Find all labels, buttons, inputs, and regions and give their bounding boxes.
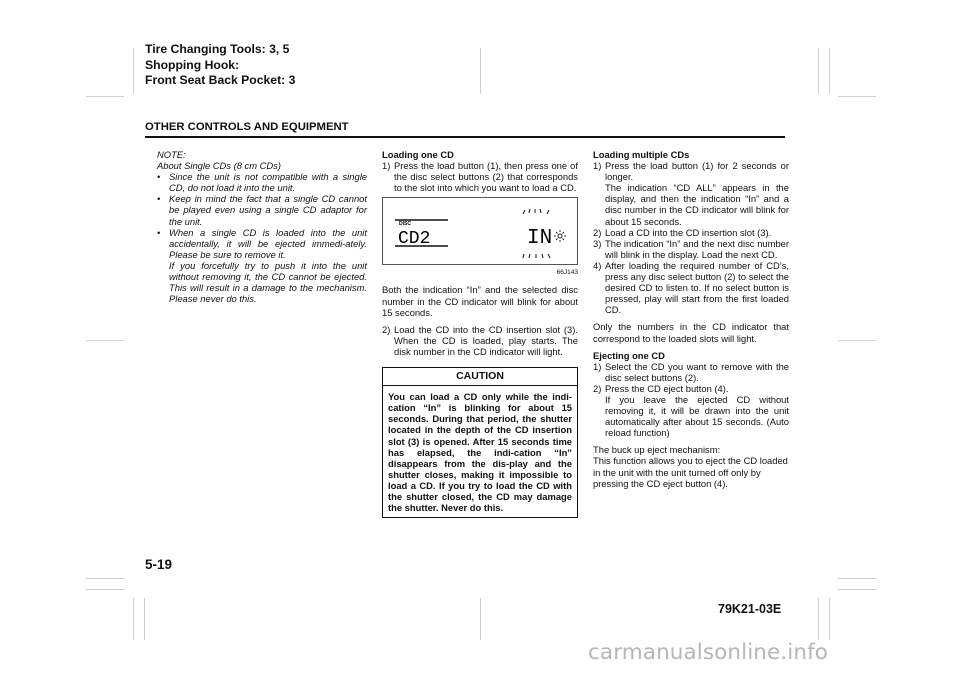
- step-item: [593, 227, 789, 238]
- note-bullet: [157, 193, 367, 226]
- step-number: 1): [593, 360, 602, 372]
- sun-icon: [554, 230, 566, 242]
- bullet-mark: •: [157, 193, 161, 205]
- step-item: [593, 383, 789, 438]
- note-bullet-text: Since the unit is not compatible with a single CD, do not load it into the unit.: [169, 171, 367, 194]
- step-number: 2): [593, 382, 602, 394]
- note-title: About Single CDs (8 cm CDs): [157, 160, 281, 172]
- cd-display-illustration: [383, 198, 579, 264]
- crop-mark: [838, 578, 876, 579]
- bullet-mark: •: [157, 226, 161, 238]
- header-tab-text: Tire Changing Tools: 3, 5 Shopping Hook: Front Seat Back Pocket: 3: [145, 42, 296, 87]
- step-number: 2): [382, 323, 391, 335]
- step-item: [593, 160, 789, 227]
- section-title: OTHER CONTROLS AND EQUIPMENT: [145, 121, 349, 133]
- step-text: Press the load button (1) for 2 seconds or longer. The indication “CD ALL” appears in the display, and then the indication “In” and a disc number in the CD indicator will blink for about 15 seconds.: [605, 160, 789, 227]
- step-text: The indication “In” and the next disc number will blink in the display. Load the next CD.: [605, 237, 789, 260]
- multiple-cds-column: [593, 149, 789, 489]
- bullet-mark: •: [157, 171, 161, 183]
- step-item: [382, 160, 578, 193]
- body-paragraph: Both the indication “In” and the selected disc number in the CD indicator will blink for about 15 seconds.: [382, 284, 578, 318]
- caution-box: [382, 367, 578, 518]
- crop-mark: [133, 598, 134, 640]
- crop-mark: [838, 96, 876, 97]
- document-code: 79K21-03E: [718, 602, 782, 616]
- cd-display-figure: [382, 197, 578, 265]
- crop-mark: [818, 48, 819, 94]
- body-paragraph: The buck up eject mechanism: This function allows you to eject the CD loaded in the unit with the unit turned off only by pressing the CD eject button (4).: [593, 444, 788, 489]
- caution-text: You can load a CD only while the indi-cation “In” is blinking for about 15 seconds. During that period, the shutter located in the depth of the CD insertion slot (3) is opened. After 15 seconds time has elapsed, the indi-cation “In” disappears from the dis-play and the shutter closes, making it impossible to load a CD. If you try to load the CD with the shutter closed, the CD may damage the shutter. Never do this.: [388, 391, 572, 514]
- step-item: [382, 324, 578, 357]
- step-number: 1): [593, 160, 602, 172]
- crop-mark: [838, 589, 876, 590]
- crop-mark: [838, 340, 876, 341]
- step-number: 4): [593, 259, 602, 271]
- note-bullet-text: Keep in mind the fact that a single CD cannot be played even using a single CD adaptor for the unit.: [169, 193, 367, 227]
- crop-mark: [480, 598, 481, 640]
- step-text: After loading the required number of CD’s, press any disc select button (2) to select the desired CD to listen to. If no select button is pressed, play will start from the first loaded CD.: [605, 259, 789, 316]
- crop-mark: [86, 589, 124, 590]
- cd-number-readout: CD2: [398, 229, 431, 250]
- ejecting-one-cd-heading: Ejecting one CD: [593, 349, 665, 361]
- crop-mark: [829, 48, 830, 94]
- body-paragraph: Only the numbers in the CD indicator that correspond to the loaded slots will light.: [593, 321, 789, 344]
- crop-mark: [133, 48, 134, 94]
- step-text: Load the CD into the CD insertion slot (3). When the CD is loaded, play starts. The disk number in the CD indicator will light.: [394, 323, 578, 357]
- header-rule: [145, 136, 785, 138]
- page-number: 5-19: [145, 557, 173, 572]
- step-text: Load a CD into the CD insertion slot (3).: [605, 226, 772, 238]
- step-item: [593, 361, 789, 383]
- in-indicator: IN: [527, 227, 553, 251]
- crop-mark: [818, 598, 819, 640]
- watermark: carmanualsonline.info: [588, 640, 829, 665]
- crop-mark: [144, 598, 145, 640]
- step-item: [593, 260, 789, 315]
- loading-one-cd-heading: Loading one CD: [382, 149, 454, 160]
- note-bullet: [157, 171, 367, 193]
- loading-one-cd-column: [382, 149, 578, 518]
- figure-id: 66J143: [556, 269, 578, 277]
- step-text: Press the CD eject button (4). If you leave the ejected CD without removing it, it will be drawn into the unit automatically after about 15 seconds. (Auto reload function): [605, 382, 789, 439]
- step-number: 1): [382, 160, 391, 172]
- crop-mark: [86, 96, 124, 97]
- disc-label: DISC: [399, 221, 411, 228]
- loading-multiple-cds-heading: Loading multiple CDs: [593, 149, 690, 160]
- crop-mark: [86, 578, 124, 579]
- note-bullet-text: When a single CD is loaded into the unit accidentally, it will be ejected immedi-ately. Please be sure to remove it. If you forcefully try to push it into the unit without removing it, the CD cannot be ejected. This will result in a damage to the mechanism. Please never do this.: [169, 226, 367, 305]
- crop-mark: [480, 48, 481, 94]
- note-column: [157, 149, 367, 304]
- step-text: Press the load button (1), then press one of the disc select buttons (2) that corresponds to the slot into which you want to load a CD.: [394, 160, 578, 194]
- step-number: 3): [593, 237, 602, 249]
- step-item: [593, 238, 789, 260]
- caution-title: CAUTION: [383, 368, 577, 386]
- step-text: Select the CD you want to remove with the disc select buttons (2).: [605, 360, 789, 383]
- crop-mark: [86, 340, 124, 341]
- step-number: 2): [593, 226, 602, 238]
- note-bullet: [157, 227, 367, 305]
- note-label: NOTE:: [157, 149, 186, 160]
- crop-mark: [829, 598, 830, 640]
